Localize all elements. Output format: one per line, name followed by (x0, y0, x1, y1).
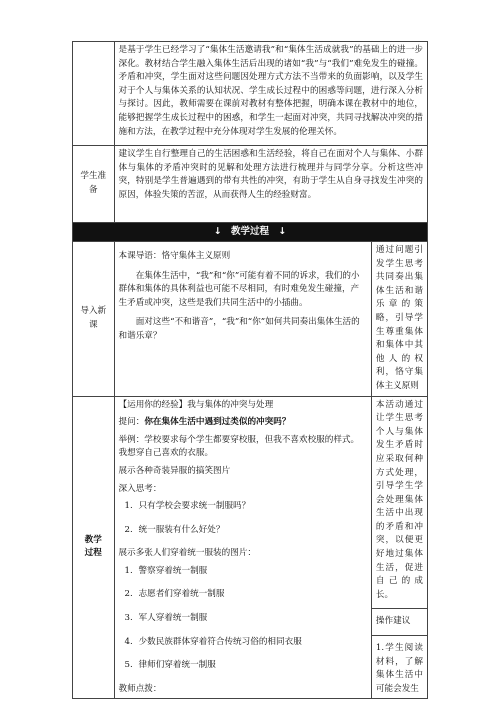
student-prep-label: 学生准备 (73, 146, 115, 223)
intro-p1: 在集体生活中，“我”和“你”可能有着不同的诉求，我们的小群体和集体的具体利益也可能不尽相同，有时难免发生碰撞，产生矛盾或冲突，这些是我们共同生活中的小插曲。 (118, 270, 360, 308)
list-item: 3. 军人穿着统一制服 (124, 613, 208, 624)
intro-content (114, 242, 371, 397)
arrow-down-icon: ↓ (278, 226, 287, 238)
process-heading: 【运用你的经验】我与集体的冲突与处理 (118, 399, 274, 410)
process-teacher-hint: 教师点拨： (118, 683, 162, 694)
op-title: 操作建议 (375, 616, 411, 627)
list-item: 2. 统一服装有什么好处？ (124, 524, 225, 535)
process-note: 本活动通过让学生思考个人与集体发生矛盾时应采取何种方式处理，引导学生学会处理集体生活中出现的矛盾和冲突，以便更好地过集体生活，促进自己的成长。 操作建议 1.学生阅读材料，了解集体生活中可能会发生 (371, 396, 427, 699)
process-section-row (73, 396, 428, 699)
think-list (119, 500, 367, 537)
student-prep-text: 建议学生自行整理自己的生活困惑和生活经验，将自己在面对个人与集体、小群体与集体的矛盾冲突时的见解和处理方法进行梳理并与同学分享。分析这些冲突，特别是学生普遍遇到的带有共性的冲突，有助于学生从自身寻找发生冲突的原因，体验失策的苦涩，从而获得人生的经验财富。 (114, 146, 427, 223)
list-item: 4. 少数民族群体穿着符合传统习俗的相同衣服 (124, 636, 302, 647)
process-banner (73, 223, 428, 242)
list-item: 1. 警察穿着统一制服 (124, 565, 208, 576)
note-divider (372, 635, 427, 636)
process-question: 提问：你在集体生活中遇到过类似的冲突吗？ (118, 417, 291, 428)
list-item: 2. 志愿者们穿着统一制服 (124, 589, 225, 600)
process-show-images: 展示各种奇装异服的搞笑图片 (118, 465, 231, 476)
list-item: 5. 律师们穿着统一制服 (124, 660, 216, 671)
intro-p2: 面对这些“不和谐音”，“我”和“你”如何共同奏出集体生活的和谐乐章？ (118, 317, 360, 341)
op-text: 1.学生阅读材料，了解集体生活中可能会发生 (375, 643, 423, 694)
uniform-list (119, 565, 367, 673)
analysis-label-cell (73, 42, 115, 146)
process-content (114, 396, 371, 699)
intro-label: 导入新课 (73, 242, 115, 397)
arrow-down-icon: ↓ (213, 226, 222, 238)
process-deep-think: 深入思考： (118, 483, 162, 494)
analysis-row (73, 42, 428, 146)
process-label: 教学 过程 (73, 396, 115, 699)
list-item: 1. 只有学校会要求统一制服吗？ (124, 501, 251, 512)
process-example: 举例：学校要求每个学生都要穿校服，但我不喜欢校服的样式。我想穿自己喜欢的衣服。 (118, 434, 360, 459)
banner-title: 教学过程 (230, 226, 269, 238)
intro-guide: 本课导语：恪守集体主义原则 (118, 251, 231, 261)
process-show-uniform: 展示多张人们穿着统一服装的图片： (118, 548, 257, 559)
intro-note: 通过问题引发学生思考共同奏出集体生活和谐乐章的策略，引导学生尊重集体和集体中其他人的权利，恪守集体主义原则 (371, 242, 427, 397)
lesson-plan-table (72, 41, 428, 699)
analysis-text: 是基于学生已经学习了“集体生活邀请我”和“集体生活成就我”的基础上的进一步深化。教材结合学生融入集体生活后出现的诸如“我”与“我们”难免发生的碰撞。矛盾和冲突，学生面对这些问题因处理方式方法不当带来的负面影响，以及学生对于个人与集体关系的认知状况、学生成长过程中的困惑等问题，进行深入分析与探讨。因此，教师需要在课前对教材有整体把握，明确本课在教材中的地位，能够把握学生成长过程中的困惑，和学生一起面对冲突，共同寻找解决冲突的措施和方法，在教学过程中充分体现对学生发展的伦理关怀。 (114, 42, 427, 146)
student-prep-row (73, 146, 428, 223)
note-divider (372, 608, 427, 609)
intro-section-row (73, 242, 428, 397)
